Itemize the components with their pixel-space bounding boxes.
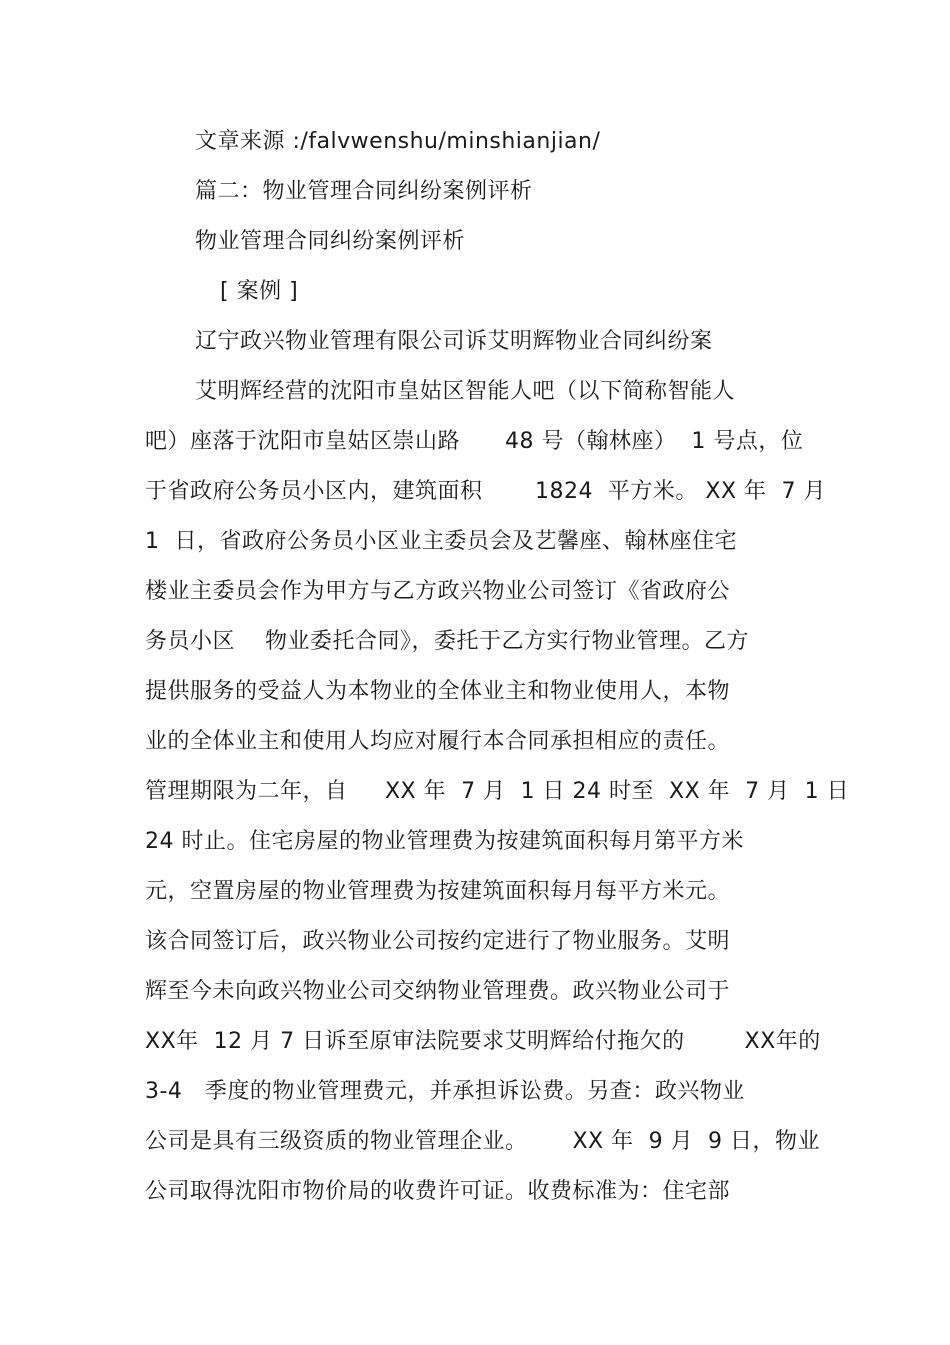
body-line: 1 日，省政府公务员小区业主委员会及艺馨座、翰林座住宅	[145, 529, 737, 554]
section-label: [ 案例 ]	[220, 279, 299, 304]
source-line: 文章来源 :/falvwenshu/minshianjian/	[195, 129, 601, 154]
body-line: 24 时止。住宅房屋的物业管理费为按建筑面积每月第平方米	[145, 829, 744, 854]
body-line: 艾明辉经营的沈阳市皇姑区智能人吧（以下简称智能人	[195, 379, 736, 404]
body-line: 于省政府公务员小区内，建筑面积 1824 平方米。 XX 年 7 月	[145, 479, 827, 504]
heading-part: 篇二：物业管理合同纠纷案例评析	[195, 179, 533, 204]
body-line: 公司是具有三级资质的物业管理企业。 XX 年 9 月 9 日，物业	[145, 1129, 821, 1154]
body-line: 该合同签订后，政兴物业公司按约定进行了物业服务。艾明	[145, 929, 731, 954]
body-line: XX年 12 月 7 日诉至原审法院要求艾明辉给付拖欠的 XX年的	[145, 1029, 821, 1054]
body-line: 务员小区 物业委托合同》，委托于乙方实行物业管理。乙方	[145, 629, 749, 654]
case-title: 辽宁政兴物业管理有限公司诉艾明辉物业合同纠纷案	[195, 329, 713, 354]
heading-title: 物业管理合同纠纷案例评析	[195, 229, 466, 254]
body-line: 元，空置房屋的物业管理费为按建筑面积每月每平方米元。	[145, 879, 731, 904]
body-line: 管理期限为二年，自 XX 年 7 月 1 日 24 时至 XX 年 7 月 1 日	[145, 779, 850, 804]
body-line: 辉至今未向政兴物业公司交纳物业管理费。政兴物业公司于	[145, 979, 731, 1004]
body-line: 公司取得沈阳市物价局的收费许可证。收费标准为：住宅部	[145, 1179, 731, 1204]
body-line: 3-4 季度的物业管理费元，并承担诉讼费。另查：政兴物业	[145, 1079, 745, 1104]
body-line: 吧）座落于沈阳市皇姑区崇山路 48 号（翰林座） 1 号点，位	[145, 429, 804, 454]
body-line: 提供服务的受益人为本物业的全体业主和物业使用人，本物	[145, 679, 731, 704]
body-line: 楼业主委员会作为甲方与乙方政兴物业公司签订《省政府公	[145, 579, 731, 604]
body-line: 业的全体业主和使用人均应对履行本合同承担相应的责任。	[145, 729, 731, 754]
